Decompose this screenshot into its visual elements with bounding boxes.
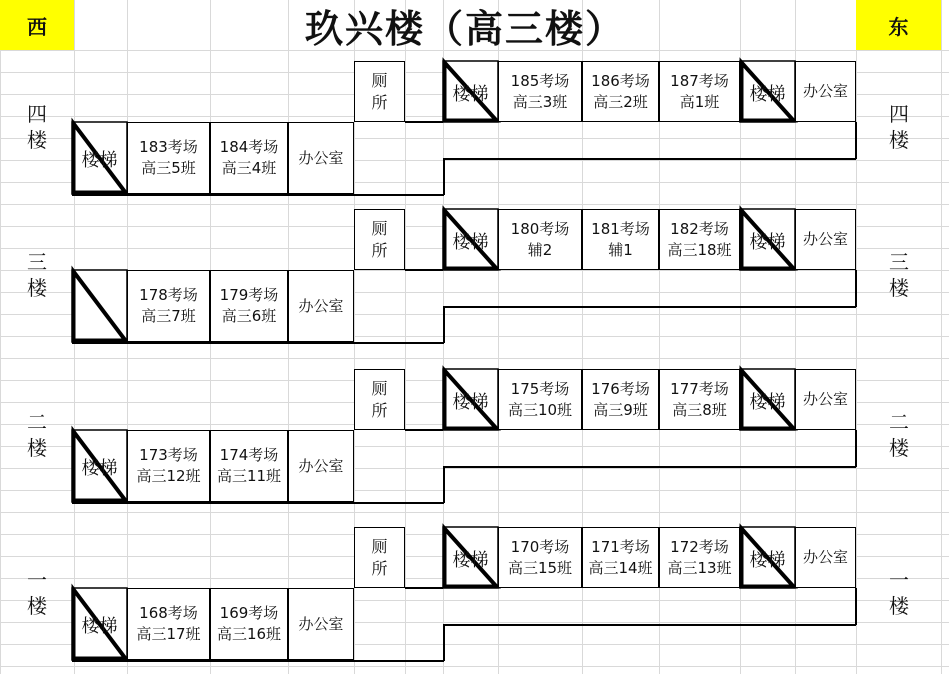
floor-4-east-room-0-line-1: 高三3班 xyxy=(512,92,568,111)
toilet-char: 厕 xyxy=(371,378,388,398)
floor-3-corridor-right xyxy=(855,270,857,307)
floor-1-east-stair-label: 楼梯 xyxy=(749,549,786,571)
floor-2-east-office xyxy=(795,369,856,430)
floor-4-east-room-1-line-1: 高三2班 xyxy=(593,92,648,111)
toilet-char: 厕 xyxy=(371,70,388,90)
floor-2-west-room-0 xyxy=(127,430,210,502)
floor-2-label-west-char-0: 二 xyxy=(27,410,47,434)
floor-1-label-east-char-1: 楼 xyxy=(889,594,909,618)
floor-1-east-room-0 xyxy=(498,527,582,588)
floor-3-west-bottom xyxy=(72,342,444,344)
floor-4-west-room-1 xyxy=(210,122,288,194)
floor-4-label-east xyxy=(884,101,914,153)
floor-2-corridor-drop xyxy=(443,466,445,503)
floor-4-toilet xyxy=(354,61,405,122)
floor-2-mid-stair-icon xyxy=(443,369,498,430)
floor-3-mid-stair-icon xyxy=(443,209,498,270)
floor-2-west-room-1-line-0: 174考场 xyxy=(219,446,279,464)
floor-2-west-room-1 xyxy=(210,430,288,502)
floor-4-east-room-1-line-0: 186考场 xyxy=(591,71,650,90)
floor-4-west-room-0 xyxy=(127,122,210,194)
floor-4-east-room-2-line-1: 高1班 xyxy=(679,92,720,111)
floor-2-label-east xyxy=(884,409,914,461)
floor-3-mid-stair-label: 楼梯 xyxy=(452,231,489,253)
floor-4-west-room-0-line-0: 183考场 xyxy=(139,138,198,156)
floor-4-east-office xyxy=(795,61,856,122)
floor-1-east-office xyxy=(795,527,856,588)
floor-2-east-room-1-line-0: 176考场 xyxy=(591,379,650,398)
toilet-char: 所 xyxy=(371,558,388,578)
floor-1-label-west-char-1: 楼 xyxy=(27,594,47,618)
floor-3-toilet xyxy=(354,209,405,270)
floor-1-label-east-char-0: 一 xyxy=(889,568,909,592)
floor-1-corridor-drop xyxy=(443,624,445,661)
floor-3-east-room-0-line-1: 辅2 xyxy=(527,240,553,259)
floor-3-label-west-char-0: 三 xyxy=(27,250,47,274)
floor-1-toilet-line-0 xyxy=(371,536,387,580)
floor-2-mid-stair-label: 楼梯 xyxy=(452,391,489,413)
toilet-char: 所 xyxy=(371,240,388,260)
floor-2-east-room-0 xyxy=(498,369,582,430)
east-header: 东 xyxy=(856,0,941,50)
floor-3-east-room-1 xyxy=(582,209,659,270)
floor-2-west-office xyxy=(288,430,354,502)
floor-4-east-room-2 xyxy=(659,61,740,122)
floor-3-east-stair-label: 楼梯 xyxy=(749,231,786,253)
floor-1-label-west-char-0: 一 xyxy=(27,568,47,592)
floor-1-east-room-2-line-0: 172考场 xyxy=(670,537,729,556)
floor-1-east-room-2-line-1: 高三13班 xyxy=(667,558,732,577)
floor-1-west-bottom xyxy=(72,660,444,662)
floor-1-west-office-line-0: 办公室 xyxy=(298,614,344,633)
floor-3-east-room-1-line-1: 辅1 xyxy=(608,240,633,259)
toilet-char: 厕 xyxy=(371,218,388,238)
floor-4-mid-stair-label: 楼梯 xyxy=(452,83,489,105)
floor-2-corridor-top xyxy=(405,429,443,431)
floor-3-east-room-0 xyxy=(498,209,582,270)
floor-2-west-room-1-line-1: 高三11班 xyxy=(216,467,282,485)
floor-1-west-office xyxy=(288,588,354,660)
floor-3-label-east-char-1: 楼 xyxy=(889,276,909,300)
floor-2-west-stair-icon xyxy=(72,430,127,502)
floor-4-east-room-0-line-0: 185考场 xyxy=(510,71,570,90)
floor-3-corridor-top xyxy=(405,269,443,271)
floor-4-toilet-line-0 xyxy=(371,70,387,114)
floor-4-west-office xyxy=(288,122,354,194)
floor-1-west-room-0-line-1: 高三17班 xyxy=(136,625,201,643)
floor-3-corridor-drop xyxy=(443,306,445,343)
floor-1-corridor-right xyxy=(855,588,857,625)
floor-2-west-stair-label: 楼梯 xyxy=(81,458,118,479)
floor-4-label-west xyxy=(22,101,52,153)
floor-4-west-office-line-0: 办公室 xyxy=(298,148,344,167)
floor-2-east-room-0-line-0: 175考场 xyxy=(510,379,570,398)
floor-2-west-room-0-line-0: 173考场 xyxy=(139,446,198,464)
floor-2-label-east-char-1: 楼 xyxy=(889,436,909,460)
floor-3-east-room-1-line-0: 181考场 xyxy=(591,219,650,238)
floor-3-corridor-bottom xyxy=(443,306,856,308)
floor-4-west-room-0-line-1: 高三5班 xyxy=(141,159,196,177)
floor-2-toilet-line-0 xyxy=(371,378,387,422)
floor-3-west-room-1 xyxy=(210,270,288,342)
floor-3-west-room-1-line-0: 179考场 xyxy=(219,286,279,304)
floor-4-corridor-right xyxy=(855,122,857,159)
floor-3-west-room-0 xyxy=(127,270,210,342)
floor-2-toilet xyxy=(354,369,405,430)
floor-4-west-bottom xyxy=(72,194,444,196)
toilet-char: 所 xyxy=(371,400,388,420)
floor-2-label-west-char-1: 楼 xyxy=(27,436,47,460)
floor-4-east-room-0 xyxy=(498,61,582,122)
floor-1-west-stair-icon xyxy=(72,588,127,660)
floor-1-label-east xyxy=(884,567,914,619)
floor-2-east-room-2 xyxy=(659,369,740,430)
floor-1-east-room-2 xyxy=(659,527,740,588)
floor-4-east-office-line-0: 办公室 xyxy=(802,82,848,100)
floor-1-east-room-1-line-1: 高三14班 xyxy=(588,558,653,577)
floor-4-mid-stair-icon xyxy=(443,61,498,122)
floor-4-corridor-bottom xyxy=(443,158,856,160)
floor-1-east-stair-icon xyxy=(740,527,795,588)
floor-3-west-room-1-line-1: 高三6班 xyxy=(221,307,277,325)
floor-2-west-office-line-0: 办公室 xyxy=(298,456,344,475)
floor-1-label-west xyxy=(22,567,52,619)
floor-3-west-office xyxy=(288,270,354,342)
floor-1-east-room-0-line-1: 高三15班 xyxy=(507,558,573,577)
floor-4-label-east-char-0: 四 xyxy=(889,102,909,126)
floor-1-corridor-bottom xyxy=(443,624,856,626)
floor-1-east-office-line-0: 办公室 xyxy=(802,548,848,566)
floor-1-west-stair-label: 楼梯 xyxy=(81,616,118,637)
floor-2-corridor-right xyxy=(855,430,857,467)
floor-4-west-stair-icon xyxy=(72,122,127,194)
floor-2-east-stair-label: 楼梯 xyxy=(749,391,786,413)
floor-4-east-room-1 xyxy=(582,61,659,122)
toilet-char: 所 xyxy=(371,92,388,112)
floor-2-west-room-0-line-1: 高三12班 xyxy=(136,467,201,485)
floor-2-east-room-2-line-0: 177考场 xyxy=(670,379,729,398)
floor-4-east-room-2-line-0: 187考场 xyxy=(670,71,729,90)
floor-2-east-room-1-line-1: 高三9班 xyxy=(593,400,648,419)
floor-3-east-room-2-line-1: 高三18班 xyxy=(667,240,732,259)
floor-2-west-bottom xyxy=(72,502,444,504)
floor-1-mid-stair-icon xyxy=(443,527,498,588)
floor-2-east-room-2-line-1: 高三8班 xyxy=(672,400,727,419)
floor-2-east-room-1 xyxy=(582,369,659,430)
floor-1-east-room-1-line-0: 171考场 xyxy=(591,537,650,556)
floor-4-corridor-top xyxy=(405,121,443,123)
floor-4-label-east-char-1: 楼 xyxy=(889,128,909,152)
floor-3-west-office-line-0: 办公室 xyxy=(298,296,344,315)
floor-4-corridor-drop xyxy=(443,158,445,195)
floor-3-west-room-0-line-1: 高三7班 xyxy=(141,307,196,325)
floor-3-east-office-line-0: 办公室 xyxy=(802,230,848,248)
floor-3-label-west xyxy=(22,249,52,301)
floor-2-label-east-char-0: 二 xyxy=(889,410,909,434)
floor-4-west-stair-label: 楼梯 xyxy=(81,150,118,171)
floor-2-east-stair-icon xyxy=(740,369,795,430)
floor-1-west-room-1 xyxy=(210,588,288,660)
floor-2-label-west xyxy=(22,409,52,461)
floor-1-west-room-0 xyxy=(127,588,210,660)
floor-2-east-office-line-0: 办公室 xyxy=(802,390,848,408)
floor-1-east-room-1 xyxy=(582,527,659,588)
floor-3-east-stair-icon xyxy=(740,209,795,270)
floor-1-west-room-0-line-0: 168考场 xyxy=(139,604,198,622)
floor-2-corridor-bottom xyxy=(443,466,856,468)
floor-4-east-stair-label: 楼梯 xyxy=(749,83,786,105)
floor-1-west-room-1-line-1: 高三16班 xyxy=(216,625,282,643)
floor-1-corridor-top xyxy=(405,587,443,589)
floor-4-label-west-char-0: 四 xyxy=(27,102,47,126)
floor-3-east-office xyxy=(795,209,856,270)
toilet-char: 厕 xyxy=(371,536,388,556)
floor-3-east-room-2-line-0: 182考场 xyxy=(670,219,729,238)
west-header: 西 xyxy=(0,0,74,50)
floor-1-mid-stair-label: 楼梯 xyxy=(452,549,489,571)
floor-4-west-room-1-line-1: 高三4班 xyxy=(221,159,277,177)
floor-3-label-east xyxy=(884,249,914,301)
floor-1-toilet xyxy=(354,527,405,588)
floor-3-toilet-line-0 xyxy=(371,218,387,262)
floor-3-east-room-0-line-0: 180考场 xyxy=(510,219,570,238)
page-title: 玖兴楼（高三楼） xyxy=(304,5,625,51)
floor-1-west-room-1-line-0: 169考场 xyxy=(219,604,279,622)
floor-3-west-room-0-line-0: 178考场 xyxy=(139,286,198,304)
floor-3-label-east-char-0: 三 xyxy=(889,250,909,274)
floor-4-label-west-char-1: 楼 xyxy=(27,128,47,152)
floor-2-east-room-0-line-1: 高三10班 xyxy=(507,400,573,419)
floor-4-east-stair-icon xyxy=(740,61,795,122)
floor-3-west-stair-icon xyxy=(72,270,127,342)
floor-3-label-west-char-1: 楼 xyxy=(27,276,47,300)
floor-4-west-room-1-line-0: 184考场 xyxy=(219,138,279,156)
floor-3-east-room-2 xyxy=(659,209,740,270)
floor-1-east-room-0-line-0: 170考场 xyxy=(510,537,570,556)
